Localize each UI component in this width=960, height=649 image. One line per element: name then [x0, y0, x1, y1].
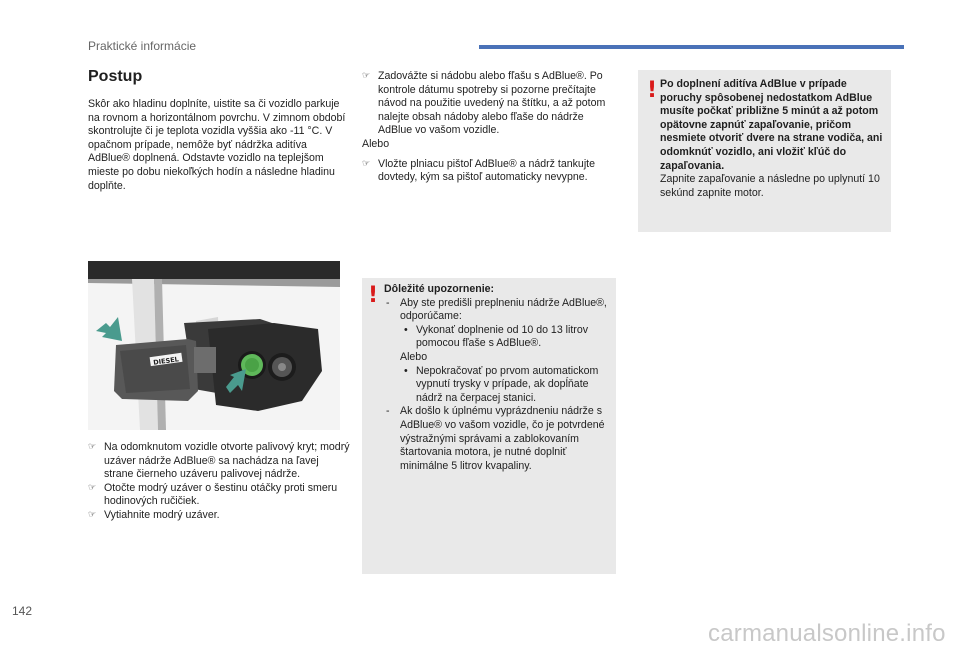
bullet-arrow-icon: ☞: [88, 509, 97, 520]
list-item: [88, 509, 350, 523]
dot-marker: •: [404, 323, 408, 336]
step-text: Vložte plniacu pištoľ AdBlue® a nádrž tankujte dovtedy, kým sa pištoľ automaticky nevypne.: [378, 157, 596, 184]
fuel-flap-illustration: [88, 261, 340, 430]
warning-box-restart: [638, 70, 891, 232]
section-name: Praktické informácie: [88, 39, 197, 53]
or-label: Alebo: [362, 137, 390, 150]
diesel-label: DIESEL: [152, 355, 180, 367]
intro-paragraph: Skôr ako hladinu doplníte, uistite sa či vozidlo parkuje na rovnom a horizontálnom povrchu. V zimnom období skontrolujte či je teplota vozidla vyššia ako -11 °C. V opačnom prípade, nemôže byť nádržka aditíva AdBlue® doplnená. Odstavte vozidlo na teplejšom mieste po dobu niekoľkých hodín a následne hladinu doplňte.: [88, 98, 346, 192]
list-item: [362, 70, 617, 138]
list-item: [384, 405, 614, 473]
item-text: Nepokračovať po prvom automatickom vypnutí trysky v prípade, ak dopĺňate nádrž na čerpacej stanici.: [416, 364, 599, 404]
bullet-arrow-icon: ☞: [362, 71, 371, 81]
bullet-arrow-icon: ☞: [88, 482, 97, 493]
bullet-arrow-icon: ☞: [88, 442, 97, 452]
list-item: [400, 324, 614, 351]
header-accent-bar: [479, 45, 904, 49]
step-text: Zadovážte si nádobu alebo fľašu s AdBlue®. Po kontrole dátumu spotreby si pozorne prečítajte návod na použitie uvedený na štítku, a až potom nalejte obsah nádoby alebo fľaše do nádrže AdBlue vo vašom vozidle.: [378, 70, 606, 137]
or-label: Alebo: [400, 350, 428, 363]
step-text: Na odomknutom vozidle otvorte palivový kryt; modrý uzáver nádrže AdBlue® sa nachádza na ľavej strane čierneho uzáveru palivovej nádrže.: [104, 441, 350, 481]
dash-marker: -: [386, 296, 390, 309]
bullet-arrow-icon: ☞: [362, 158, 371, 169]
steps-left: [88, 441, 350, 523]
item-text: Aby ste predišli preplneniu nádrže AdBlue®, odporúčame:: [400, 296, 607, 323]
warning-icon: !: [368, 283, 379, 308]
warning-icon: !: [647, 78, 658, 103]
list-item: [400, 365, 614, 406]
dash-marker: -: [386, 405, 390, 418]
item-text: Vykonať doplnenie od 10 do 13 litrov pomocou fľaše s AdBlue®.: [416, 323, 589, 350]
warning-box-important: [362, 278, 616, 574]
list-item: [362, 158, 617, 185]
section-title: Postup: [88, 68, 143, 85]
warning-normal-text: Zapnite zapaľovanie a následne po uplynutí 10 sekúnd zapnite motor.: [660, 173, 880, 199]
step-text: Vytiahnite modrý uzáver.: [104, 508, 220, 521]
list-item: [88, 482, 350, 509]
page-number: 142: [12, 604, 33, 618]
watermark: carmanualsonline.info: [708, 620, 946, 647]
item-text: Ak došlo k úplnému vyprázdneniu nádrže s AdBlue® vo vašom vozidle, čo je potvrdené výstražnými správami a zablokovaním štartovania motora, je nutné doplniť minimálne 5 litrov kvapaliny.: [400, 405, 605, 472]
dot-marker: •: [404, 364, 408, 377]
step-text: Otočte modrý uzáver o šestinu otáčky proti smeru hodinových ručičiek.: [104, 481, 338, 508]
warning-bold-text: Po doplnení aditíva AdBlue v prípade poruchy spôsobenej nedostatkom AdBlue musíte počkať približne 5 minút a až potom opätovne zapnúť zapaľovanie, pričom nesmiete otvoriť dvere na strane vodiča, ani odomknúť vozidlo, ani vložiť kľúč do zapaľovania.: [660, 78, 883, 172]
list-item: [88, 441, 350, 482]
list-item: [384, 297, 614, 406]
warning-text: [660, 78, 888, 200]
steps-middle: [362, 70, 617, 185]
warning-heading: Dôležité upozornenie:: [384, 283, 495, 295]
warning-text: [384, 283, 614, 473]
